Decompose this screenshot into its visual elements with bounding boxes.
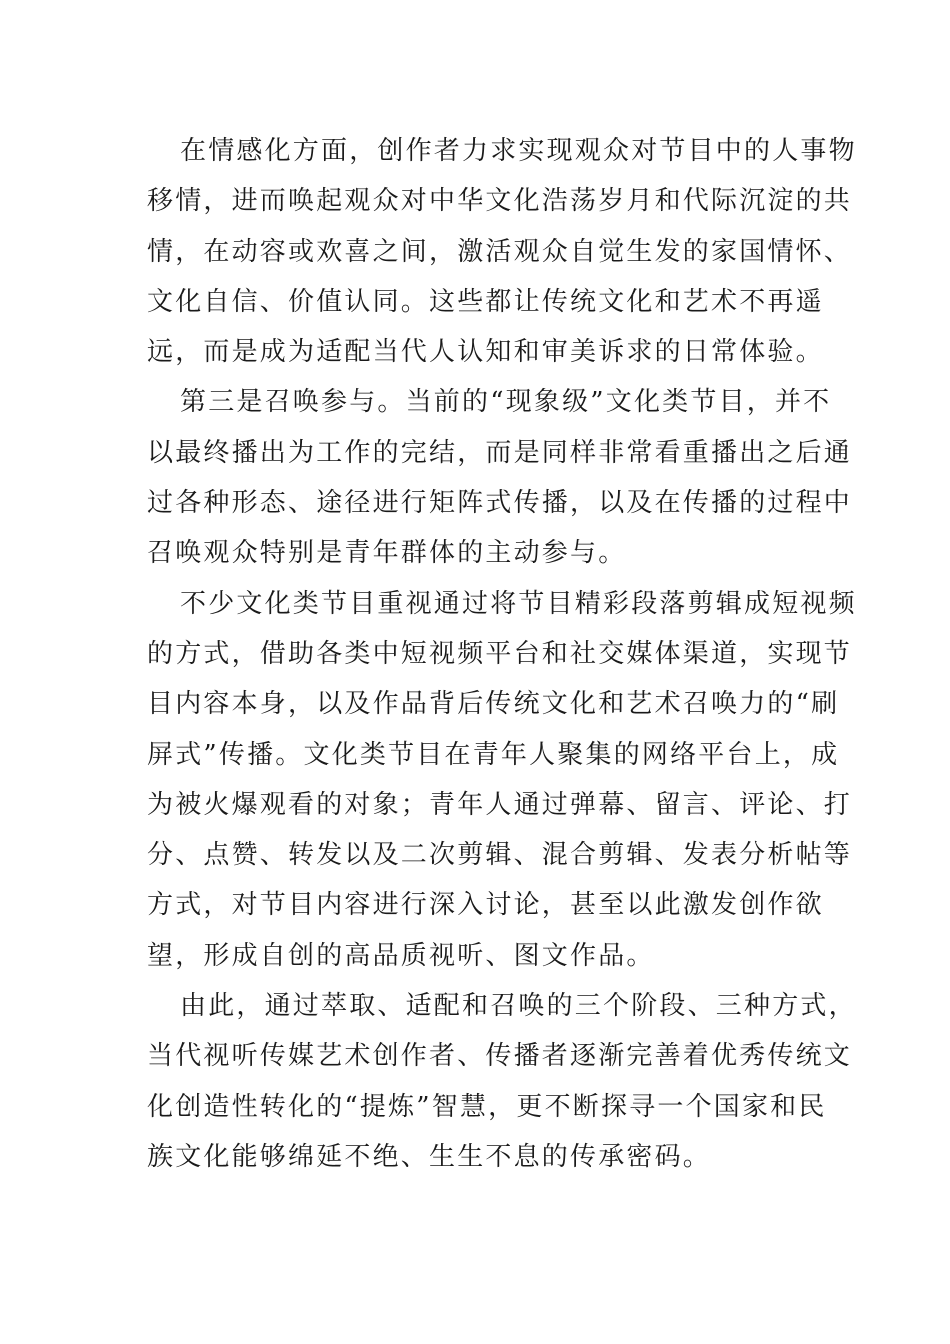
- text-line: 第三是召唤参与。当前的“现象级”文化类节目，并不: [180, 387, 832, 418]
- paragraph-4: [147, 981, 857, 1182]
- text-line: 望，形成自创的高品质视听、图文作品。: [147, 940, 655, 971]
- text-line: 为被火爆观看的对象；青年人通过弹幕、留言、评论、打: [147, 789, 853, 820]
- text-line: 分、点赞、转发以及二次剪辑、混合剪辑、发表分析帖等: [147, 840, 853, 871]
- text-line: 以最终播出为工作的完结，而是同样非常看重播出之后通: [147, 437, 853, 468]
- text-line: 由此，通过萃取、适配和召唤的三个阶段、三种方式，: [180, 991, 857, 1022]
- text-line: 不少文化类节目重视通过将节目精彩段落剪辑成短视频: [180, 588, 857, 619]
- text-line: 当代视听传媒艺术创作者、传播者逐渐完善着优秀传统文: [147, 1041, 853, 1072]
- text-line: 在情感化方面，创作者力求实现观众对节目中的人事物: [180, 136, 857, 166]
- text-line: 召唤观众特别是青年群体的主动参与。: [147, 538, 627, 569]
- text-line: 远，而是成为适配当代人认知和审美诉求的日常体验。: [147, 337, 824, 368]
- paragraph-2: [147, 377, 853, 578]
- text-line: 情，在动容或欢喜之间，激活观众自觉生发的家国情怀、: [147, 236, 853, 267]
- text-line: 化创造性转化的“提炼”智慧，更不断探寻一个国家和民: [147, 1091, 827, 1122]
- text-line: 目内容本身，以及作品背后传统文化和艺术召唤力的“刷: [147, 689, 840, 720]
- paragraph-1: [147, 126, 857, 377]
- body-text: [147, 126, 857, 1182]
- text-line: 文化自信、价值认同。这些都让传统文化和艺术不再遥: [147, 286, 824, 317]
- text-line: 过各种形态、途径进行矩阵式传播，以及在传播的过程中: [147, 488, 853, 519]
- text-line: 屏式”传播。文化类节目在青年人聚集的网络平台上，成: [147, 739, 840, 770]
- text-line: 族文化能够绵延不绝、生生不息的传承密码。: [147, 1141, 712, 1172]
- text-line: 移情，进而唤起观众对中华文化浩荡岁月和代际沉淀的共: [147, 186, 853, 217]
- text-line: 方式，对节目内容进行深入讨论，甚至以此激发创作欲: [147, 890, 824, 921]
- paragraph-3: [147, 579, 857, 981]
- text-line: 的方式，借助各类中短视频平台和社交媒体渠道，实现节: [147, 638, 853, 669]
